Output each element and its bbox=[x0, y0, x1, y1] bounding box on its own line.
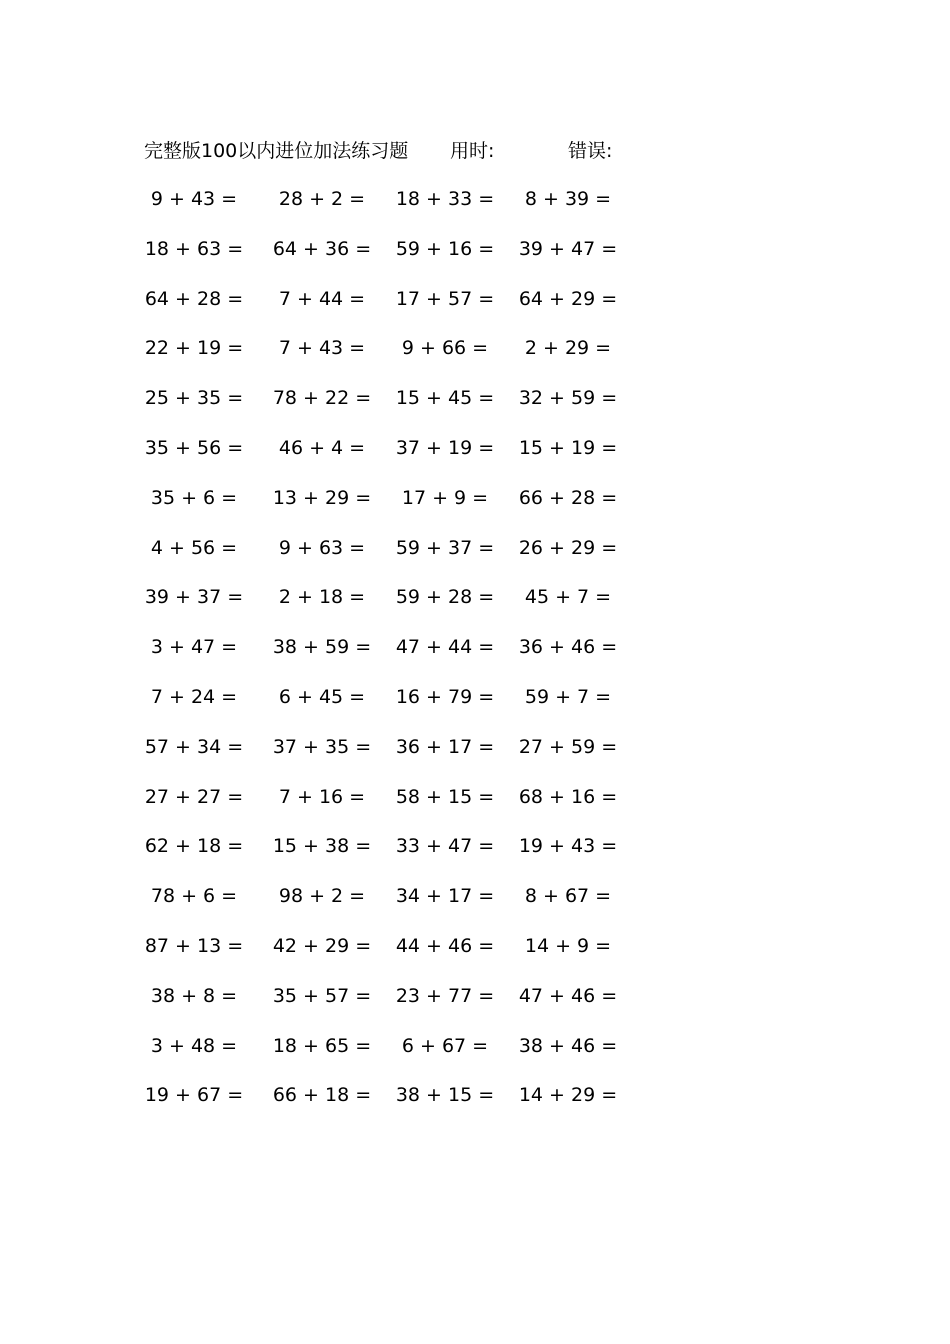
addition-problem: 59 + 37 = bbox=[395, 536, 495, 559]
addition-problem: 18 + 65 = bbox=[272, 1034, 372, 1057]
addition-problem: 33 + 47 = bbox=[395, 835, 495, 858]
time-label: 用时: bbox=[450, 140, 495, 162]
addition-problem: 87 + 13 = bbox=[144, 934, 244, 957]
addition-problem: 2 + 29 = bbox=[524, 337, 612, 360]
addition-problem: 35 + 56 = bbox=[144, 436, 244, 459]
addition-problem: 16 + 79 = bbox=[395, 685, 495, 708]
problem-row bbox=[140, 733, 640, 783]
problem-row bbox=[140, 683, 640, 733]
addition-problem: 17 + 57 = bbox=[395, 287, 495, 310]
addition-problem: 78 + 6 = bbox=[150, 885, 238, 908]
addition-problem: 47 + 44 = bbox=[395, 636, 495, 659]
problem-row bbox=[140, 334, 640, 384]
addition-problem: 78 + 22 = bbox=[272, 387, 372, 410]
addition-problem: 13 + 29 = bbox=[272, 486, 372, 509]
addition-problem: 8 + 67 = bbox=[524, 885, 612, 908]
problem-row bbox=[140, 1032, 640, 1082]
problem-row bbox=[140, 583, 640, 633]
addition-problem: 38 + 46 = bbox=[518, 1034, 618, 1057]
problem-row bbox=[140, 235, 640, 285]
addition-problem: 36 + 46 = bbox=[518, 636, 618, 659]
problem-row bbox=[140, 384, 640, 434]
addition-problem: 42 + 29 = bbox=[272, 934, 372, 957]
error-label: 错误: bbox=[568, 140, 613, 162]
addition-problem: 14 + 9 = bbox=[524, 934, 612, 957]
problem-row bbox=[140, 434, 640, 484]
addition-problem: 7 + 24 = bbox=[150, 685, 238, 708]
problem-row bbox=[140, 484, 640, 534]
addition-problem: 35 + 57 = bbox=[272, 984, 372, 1007]
problem-row bbox=[140, 185, 640, 235]
addition-problem: 15 + 38 = bbox=[272, 835, 372, 858]
addition-problem: 17 + 9 = bbox=[401, 486, 489, 509]
addition-problem: 7 + 44 = bbox=[278, 287, 366, 310]
addition-problem: 3 + 47 = bbox=[150, 636, 238, 659]
addition-problem: 66 + 18 = bbox=[272, 1084, 372, 1107]
addition-problem: 44 + 46 = bbox=[395, 934, 495, 957]
addition-problem: 38 + 59 = bbox=[272, 636, 372, 659]
addition-problem: 47 + 46 = bbox=[518, 984, 618, 1007]
addition-problem: 28 + 2 = bbox=[278, 188, 366, 210]
problem-row bbox=[140, 783, 640, 833]
addition-problem: 68 + 16 = bbox=[518, 785, 618, 808]
addition-problem: 2 + 18 = bbox=[278, 586, 366, 609]
addition-problem: 7 + 43 = bbox=[278, 337, 366, 360]
addition-problem: 59 + 28 = bbox=[395, 586, 495, 609]
addition-problem: 38 + 8 = bbox=[150, 984, 238, 1007]
problem-row bbox=[140, 534, 640, 584]
problem-row bbox=[140, 285, 640, 335]
addition-problem: 19 + 43 = bbox=[518, 835, 618, 858]
addition-problem: 57 + 34 = bbox=[144, 735, 244, 758]
addition-problem: 9 + 43 = bbox=[150, 188, 238, 210]
addition-problem: 3 + 48 = bbox=[150, 1034, 238, 1057]
addition-problem: 38 + 15 = bbox=[395, 1084, 495, 1107]
problem-row bbox=[140, 982, 640, 1032]
addition-problem: 18 + 63 = bbox=[144, 237, 244, 260]
addition-problem: 34 + 17 = bbox=[395, 885, 495, 908]
addition-problem: 39 + 37 = bbox=[144, 586, 244, 609]
addition-problem: 27 + 59 = bbox=[518, 735, 618, 758]
addition-problem: 27 + 27 = bbox=[144, 785, 244, 808]
addition-problem: 37 + 35 = bbox=[272, 735, 372, 758]
addition-problem: 98 + 2 = bbox=[278, 885, 366, 908]
addition-problem: 25 + 35 = bbox=[144, 387, 244, 410]
addition-problem: 46 + 4 = bbox=[278, 436, 366, 459]
addition-problem: 45 + 7 = bbox=[524, 586, 612, 609]
addition-problem: 18 + 33 = bbox=[395, 188, 495, 210]
addition-problem: 59 + 16 = bbox=[395, 237, 495, 260]
addition-problem: 64 + 29 = bbox=[518, 287, 618, 310]
problem-row bbox=[140, 832, 640, 882]
addition-problem: 9 + 63 = bbox=[278, 536, 366, 559]
addition-problem: 19 + 67 = bbox=[144, 1084, 244, 1107]
addition-problem: 39 + 47 = bbox=[518, 237, 618, 260]
addition-problem: 15 + 19 = bbox=[518, 436, 618, 459]
addition-problem: 62 + 18 = bbox=[144, 835, 244, 858]
addition-problem: 66 + 28 = bbox=[518, 486, 618, 509]
worksheet-title: 完整版100以内进位加法练习题 bbox=[144, 140, 409, 162]
addition-problem: 26 + 29 = bbox=[518, 536, 618, 559]
addition-problem: 32 + 59 = bbox=[518, 387, 618, 410]
addition-problem: 6 + 45 = bbox=[278, 685, 366, 708]
problem-row bbox=[140, 882, 640, 932]
addition-problem: 6 + 67 = bbox=[401, 1034, 489, 1057]
problem-row bbox=[140, 1081, 640, 1131]
problem-grid bbox=[140, 185, 640, 1131]
addition-problem: 4 + 56 = bbox=[150, 536, 238, 559]
addition-problem: 23 + 77 = bbox=[395, 984, 495, 1007]
addition-problem: 14 + 29 = bbox=[518, 1084, 618, 1107]
problem-row bbox=[140, 932, 640, 982]
problem-row bbox=[140, 633, 640, 683]
addition-problem: 37 + 19 = bbox=[395, 436, 495, 459]
addition-problem: 59 + 7 = bbox=[524, 685, 612, 708]
addition-problem: 58 + 15 = bbox=[395, 785, 495, 808]
addition-problem: 64 + 36 = bbox=[272, 237, 372, 260]
addition-problem: 7 + 16 = bbox=[278, 785, 366, 808]
addition-problem: 15 + 45 = bbox=[395, 387, 495, 410]
addition-problem: 8 + 39 = bbox=[524, 188, 612, 210]
addition-problem: 9 + 66 = bbox=[401, 337, 489, 360]
addition-problem: 36 + 17 = bbox=[395, 735, 495, 758]
addition-problem: 35 + 6 = bbox=[150, 486, 238, 509]
addition-problem: 22 + 19 = bbox=[144, 337, 244, 360]
addition-problem: 64 + 28 = bbox=[144, 287, 244, 310]
